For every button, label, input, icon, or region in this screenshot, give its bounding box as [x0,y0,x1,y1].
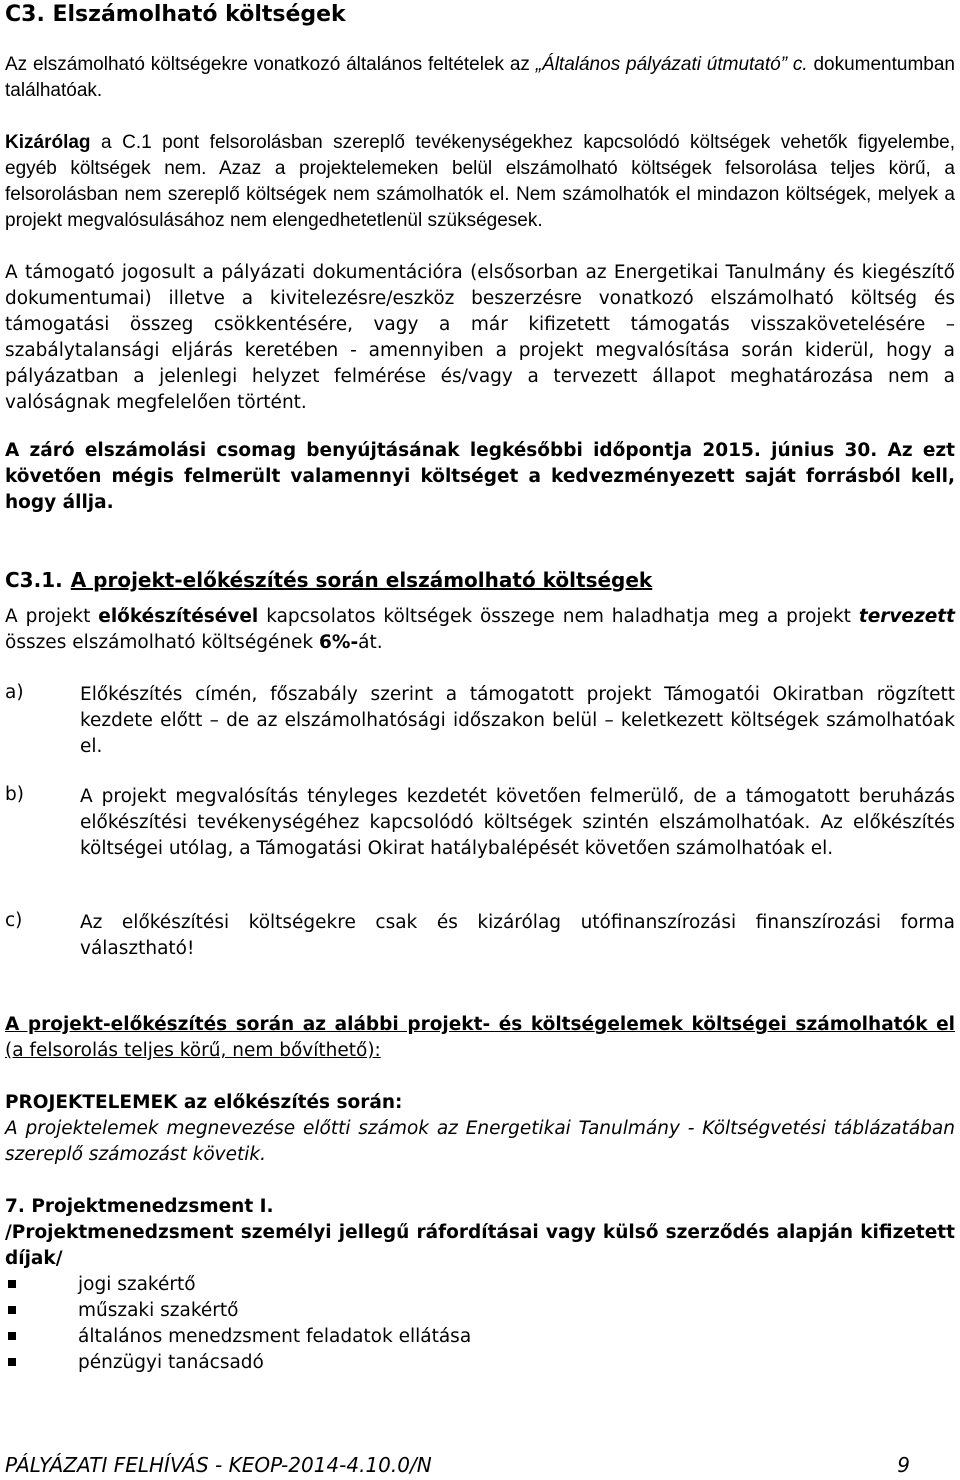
square-bullet-icon [8,1306,16,1314]
project-management-block [5,1194,955,1272]
square-bullet-icon [8,1280,16,1288]
cost-limit-paragraph [5,604,955,656]
bullet-text: műszaki szakértő [78,1300,239,1321]
eligibility-text: a C.1 pont felsorolásban szereplő tevékenységekhez kapcsolódó költségek vehetők figyelembe, egyéb költségek nem. Azaz a projektelemeken belül elszámolható költségek felsorolása teljes körű, a felsorolásban nem szereplő költségek nem számolhatók el. Nem számolhatók el mindazon költségek, melyek a projekt megvalósulásához nem elengedhetetlenül szükségesek. [5,132,955,231]
section-heading [5,568,652,592]
cost-limit-bold-italic: tervezett [858,606,955,627]
cost-limit-percent: 6%- [319,632,359,653]
project-elements-heading: PROJEKTELEMEK az előkészítés során: [5,1092,403,1113]
list-item-text: Az előkészítési költségekre csak és kizárólag utófinanszírozási finanszírozási forma választható! [80,912,955,959]
cost-limit-text: át. [358,632,383,653]
intro-text: Az elszámolható költségekre vonatkozó általános feltételek az [5,54,536,75]
intro-paragraph [5,52,955,104]
supporter-rights-paragraph: A támogató jogosult a pályázati dokumentációra (elsősorban az Energetikai Tanulmány és kiegészítő dokumentumai) illetve a kivitelezésre/eszköz beszerzésre vonatkozó elszámolható költség és támogatási összeg csökkentésére, vagy a már kifizetett támogatás visszakövetelésére – szabálytalansági eljárás keretében - amennyiben a projekt megvalósítása során kiderül, hogy a pályázatban a jelenlegi helyzet felmérése és/vagy a tervezett állapot meghatározása nem a valóságnak megfelelően történt. [5,262,955,413]
section-title: A projekt-előkészítés során elszámolható költségek [70,568,653,592]
cost-limit-text: kapcsolatos költségek összege nem haladhatja meg a projekt [258,606,859,627]
page-number: 9 [897,1453,910,1477]
page-heading: C3. Elszámolható költségek [5,2,346,27]
project-management-subtitle: /Projektmenedzsment személyi jellegű ráfordításai vagy külső szerződés alapján kifizetett díjak/ [5,1222,955,1269]
list-marker: b) [5,784,24,805]
section-number: C3.1. [5,568,63,592]
intro-text-end: dokumentumban találhatóak. [5,54,955,101]
footer-title: PÁLYÁZATI FELHÍVÁS - KEOP-2014-4.10.0/N [5,1453,432,1477]
cost-elements-bold: A projekt-előkészítés során az alábbi projekt- és költségelemek költségei számolhatók el [5,1014,955,1035]
cost-limit-text: összes elszámolható költségének [5,632,320,653]
deadline-paragraph: A záró elszámolási csomag benyújtásának legkésőbbi időpontja 2015. június 30. Az ezt követően mégis felmerült valamennyi költséget a kedvezményezett saját forrásból kell, hogy állja. [5,440,955,513]
list-marker: a) [5,682,24,703]
eligibility-paragraph [5,130,955,234]
project-elements-note: A projektelemek megnevezése előtti számok az Energetikai Tanulmány - Költségvetési táblázatában szereplő számozást követik. [5,1118,955,1165]
list-item-text: Előkészítés címén, főszabály szerint a támogatott projekt Támogatói Okiratban rögzített kezdete előtt – de az elszámolhatósági időszakon belül – keletkezett költségek számolhatóak el. [80,684,955,757]
list-marker: c) [5,910,23,931]
cost-elements-paragraph [5,1012,955,1064]
cost-limit-text: A projekt [5,606,99,627]
eligibility-bold: Kizárólag [5,132,91,153]
bullet-text: pénzügyi tanácsadó [78,1352,264,1373]
bullet-text: jogi szakértő [78,1274,196,1295]
list-item-text: A projekt megvalósítás tényleges kezdetét követően felmerülő, de a támogatott beruházás előkészítési tevékenységéhez kapcsolódó költségek szintén elszámolhatóak. Az előkészítés költségei utólag, a Támogatási Okirat hatálybalépését követően számolhatóak el. [80,786,955,859]
page-footer [5,1453,955,1477]
cost-elements-note: (a felsorolás teljes körű, nem bővíthető): [5,1040,381,1061]
document-page [5,0,955,1480]
bullet-text: általános menedzsment feladatok ellátása [78,1326,472,1347]
square-bullet-icon [8,1358,16,1366]
project-management-heading: 7. Projektmenedzsment I. [5,1196,274,1217]
project-elements-block [5,1090,955,1168]
square-bullet-icon [8,1332,16,1340]
intro-italic-text: „Általános pályázati útmutató” c. [535,54,808,75]
cost-limit-bold: előkészítésével [98,606,259,627]
